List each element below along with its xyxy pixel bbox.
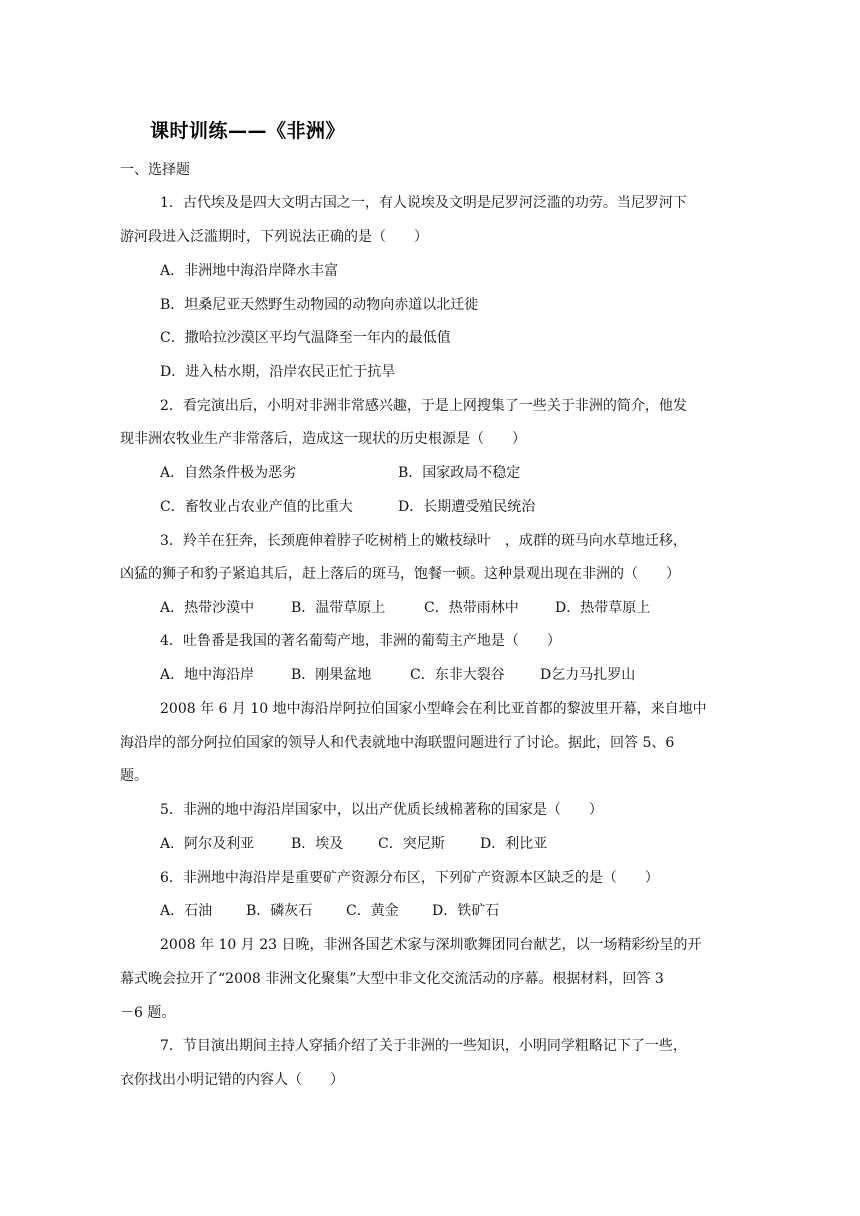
question-3-option-a: A．热带沙漠中 [160, 600, 255, 616]
question-2-option-b: B．国家政局不稳定 [398, 465, 521, 481]
question-3-option-d: D．热带草原上 [555, 600, 651, 616]
document-title: 课时训练——《非洲》 [150, 120, 346, 142]
question-7-line-1: 7．节目演出期间主持人穿插介绍了关于非洲的一些知识，小明同学粗略记下了一些， [160, 1038, 687, 1054]
section-heading: 一、选择题 [120, 162, 190, 178]
question-3-option-b: B．温带草原上 [291, 600, 386, 616]
question-3-option-c: C．热带雨林中 [424, 600, 519, 616]
question-4-option-d: D乞力马扎罗山 [540, 667, 636, 683]
question-1-option-c: C．撒哈拉沙漠区平均气温降至一年内的最低值 [160, 330, 451, 346]
question-2-line-1: 2．看完演出后，小明对非洲非常感兴趣，于是上网搜集了一些关于非洲的简介，他发 [160, 398, 687, 414]
question-1-option-d: D．进入枯水期，沿岸农民正忙于抗旱 [160, 364, 396, 380]
question-5-line-1: 5．非洲的地中海沿岸国家中，以出产优质长绒棉著称的国家是（ ） [160, 802, 603, 818]
question-4-line-1: 4．吐鲁番是我国的著名葡萄产地，非洲的葡萄主产地是（ ） [160, 633, 561, 649]
question-2-line-2: 现非洲农牧业生产非常落后，造成这一现状的历史根源是（ ） [120, 431, 526, 447]
question-1-line-1: 1．古代埃及是四大文明古国之一，有人说埃及文明是尼罗河泛滥的功劳。当尼罗河下 [160, 195, 687, 211]
material-2-line-1: 2008 年 10 月 23 日晚，非洲各国艺术家与深圳歌舞团同台献艺，以一场精彩纷呈的开 [160, 937, 702, 953]
question-6-option-b: B．磷灰石 [246, 903, 313, 919]
question-3-line-2: 凶猛的狮子和豹子紧追其后，赶上落后的斑马，饱餐一顿。这种景观出现在非洲的（ ） [120, 566, 680, 582]
material-2-line-3: －6 题。 [120, 1005, 176, 1021]
material-1-line-1: 2008 年 6 月 10 地中海沿岸阿拉伯国家小型峰会在利比亚首都的黎波里开幕，来自地中 [160, 701, 707, 717]
question-1-option-b: B．坦桑尼亚天然野生动物园的动物向赤道以北迁徙 [160, 297, 479, 313]
question-4-option-c: C．东非大裂谷 [410, 667, 505, 683]
question-5-option-a: A．阿尔及利亚 [160, 836, 255, 852]
question-6-option-d: D．铁矿石 [432, 903, 500, 919]
question-4-option-b: B．刚果盆地 [291, 667, 372, 683]
question-6-line-1: 6．非洲地中海沿岸是重要矿产资源分布区，下列矿产资源本区缺乏的是（ ） [160, 870, 659, 886]
question-2-option-d: D．长期遭受殖民统治 [398, 499, 536, 515]
question-4-option-a: A．地中海沿岸 [160, 667, 255, 683]
question-1-line-2: 游河段进入泛滥期时，下列说法正确的是（ ） [120, 229, 428, 245]
material-1-line-2: 海沿岸的部分阿拉伯国家的领导人和代表就地中海联盟问题进行了讨论。据此，回答 5、6 [120, 735, 675, 751]
material-1-line-3: 题。 [120, 768, 148, 784]
question-5-option-d: D．利比亚 [480, 836, 548, 852]
question-6-option-c: C．黄金 [346, 903, 399, 919]
material-2-line-2: 幕式晚会拉开了“2008 非洲文化聚集”大型中非文化交流活动的序幕。根据材料，回答 3 [120, 971, 664, 987]
question-3-line-1: 3．羚羊在狂奔，长颈鹿伸着脖子吃树梢上的嫩枝绿叶 ，成群的斑马向水草地迁移， [160, 533, 687, 549]
question-1-option-a: A．非洲地中海沿岸降水丰富 [160, 263, 339, 279]
question-6-option-a: A．石油 [160, 903, 213, 919]
question-5-option-b: B．埃及 [291, 836, 344, 852]
question-2-option-c: C．畜牧业占农业产值的比重大 [160, 499, 353, 515]
question-7-line-2: 衣你找出小明记错的内容人（ ） [120, 1072, 344, 1088]
question-5-option-c: C．突尼斯 [378, 836, 445, 852]
question-2-option-a: A．自然条件极为恶劣 [160, 465, 297, 481]
